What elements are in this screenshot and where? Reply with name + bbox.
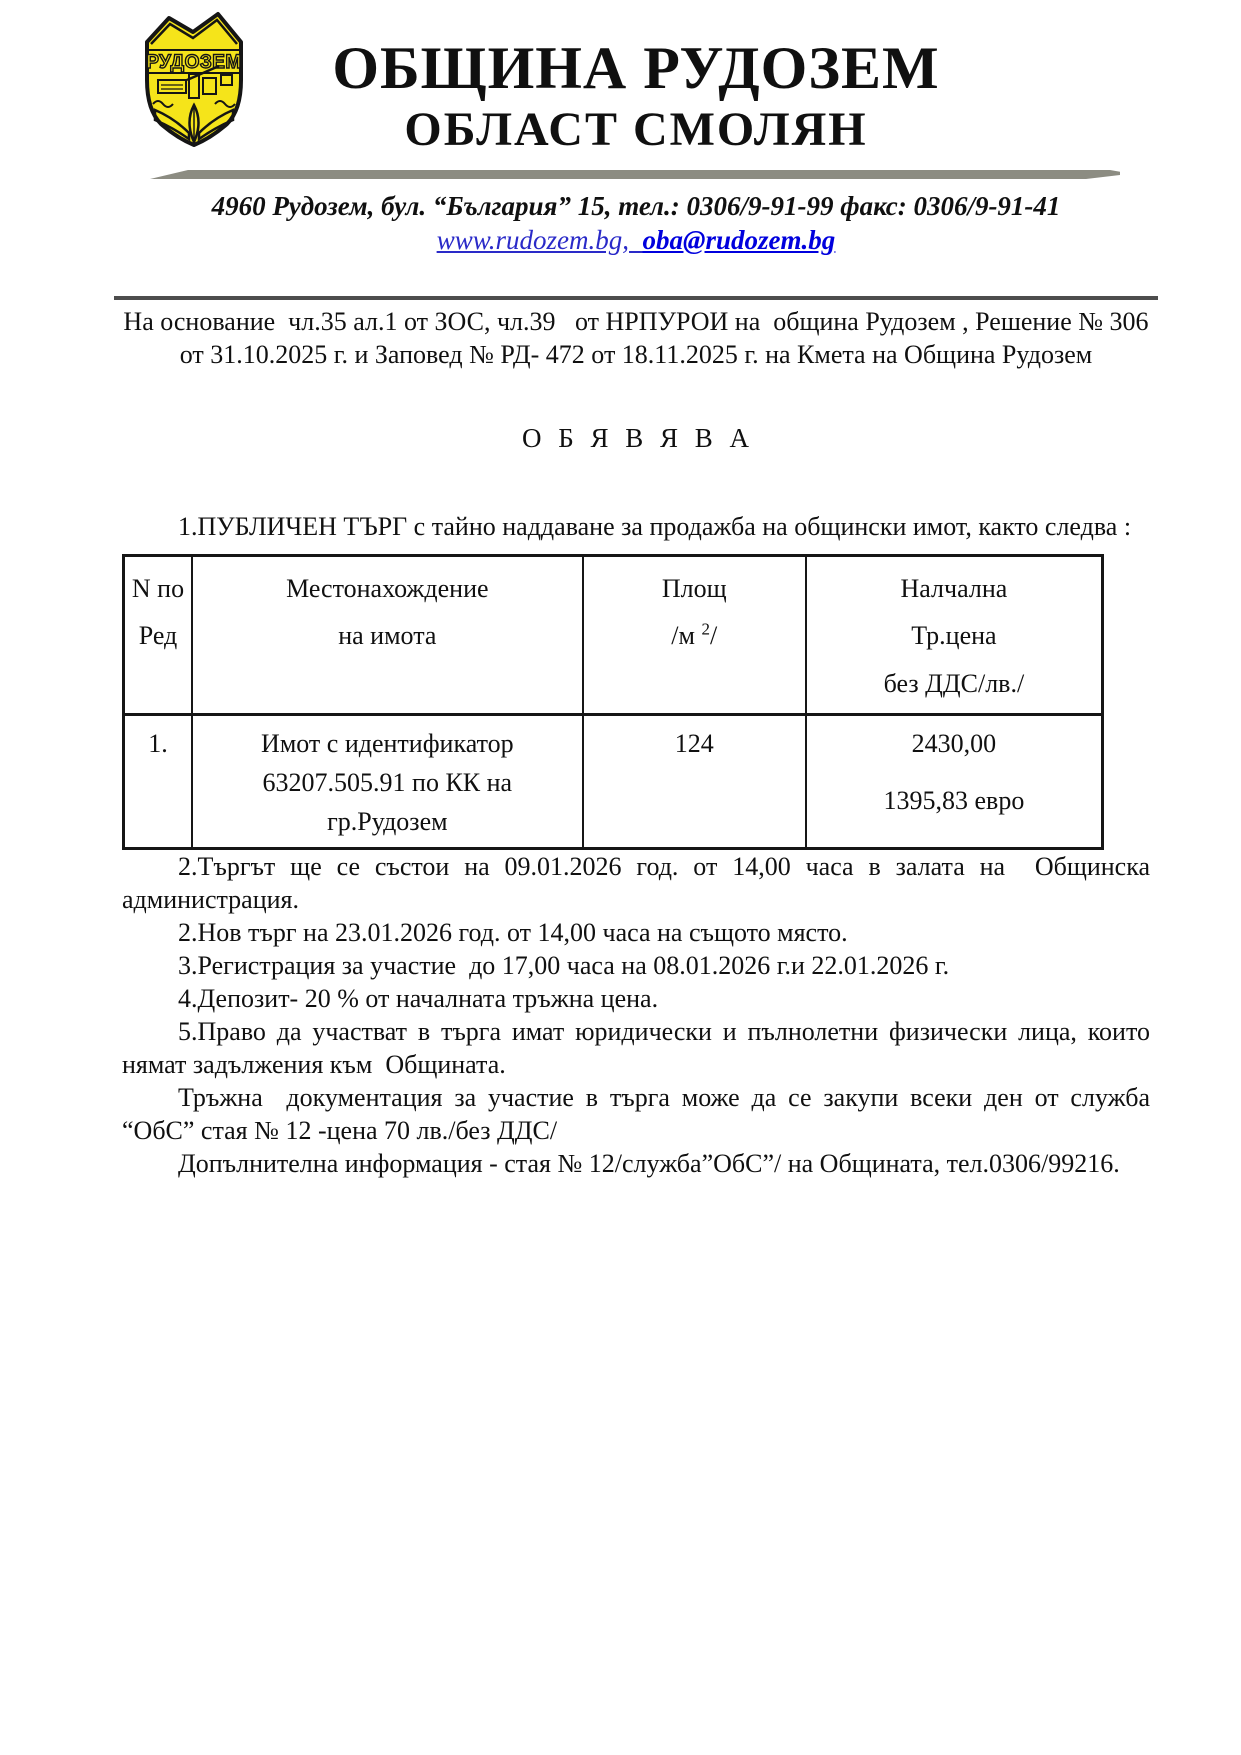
area-unit: /м $^2$/ [671,619,718,651]
table-row [124,714,1103,848]
auction-intro: 1.ПУБЛИЧЕН ТЪРГ с тайно наддаване за продажба на общински имот, както следва : [178,512,1132,541]
cell-area: 124 [583,714,806,848]
col-header-area: Площ /м $^2$/ [583,556,806,715]
paragraph-auction-date: 2.Търгът ще се състои на 09.01.2026 год. от 14,00 часа в залата на Общинска администрация. [122,851,1157,914]
region-subtitle: ОБЛАСТ СМОЛЯН [404,103,868,156]
website-link[interactable]: www.rudozem.bg, [436,225,630,255]
auction-table [122,554,1104,850]
embossed-divider [150,170,1120,179]
cell-price [806,714,1103,848]
legal-basis-paragraph: На основание чл.35 ал.1 от ЗОС, чл.39 от НРПУРОИ на община Рудозем , Решение № 306 от 31.10.2025 г. и Заповед № РД- 472 от 18.11.2025 г. на Кмета на Община Рудозем [123,307,1156,369]
paragraph-additional-info: Допълнителна информация - стая № 12/служба”ОбС”/ на Общината, тел.0306/99216. [178,1149,1120,1179]
col-header-number: N по Ред [124,556,193,715]
contact-links [122,225,1150,256]
horizontal-rule [114,296,1158,300]
logo-banner-text: РУДОЗЕМ [146,52,242,73]
paragraph-deposit: 4.Депозит- 20 % от началната тръжна цена. [178,984,659,1013]
paragraph-new-auction: 2.Нов търг на 23.01.2026 год. от 14,00 часа на същото място. [178,917,848,947]
cell-row-number: 1. [124,714,193,848]
col-header-price: Налчална Тр.цена без ДДС/лв./ [806,556,1103,715]
paragraph-eligibility: 5.Право да участват в търга имат юридически и пълнолетни физически лица, които нямат задължения към Общината. [122,1017,1157,1080]
paragraph-documentation: Тръжна документация за участие в търга може да се закупи всеки ден от служба “ОбС” стая № 12 -цена 70 лв./без ДДС/ [122,1083,1157,1146]
price-eur: 1395,83 евро [883,785,1025,815]
coat-of-arms-icon [138,8,250,148]
cell-location: Имот с идентификатор 63207.505.91 по КК на гр.Рудозем [192,714,583,848]
municipality-logo [138,8,250,148]
announcement-heading: О Б Я В Я В А [521,423,751,453]
col-header-location: Местонахождение на имота [192,556,583,715]
email-link[interactable]: oba@rudozem.bg [642,225,836,255]
address-line: 4960 Рудозем, бул. “България” 15, тел.: 0306/9-91-99 факс: 0306/9-91-41 [211,191,1061,221]
page-title: ОБЩИНА РУДОЗЕМ [332,35,940,101]
price-bgn: 2430,00 [911,728,997,758]
table-header-row [124,556,1103,715]
paragraph-registration: 3.Регистрация за участие до 17,00 часа на 08.01.2026 г.и 22.01.2026 г. [178,950,950,980]
